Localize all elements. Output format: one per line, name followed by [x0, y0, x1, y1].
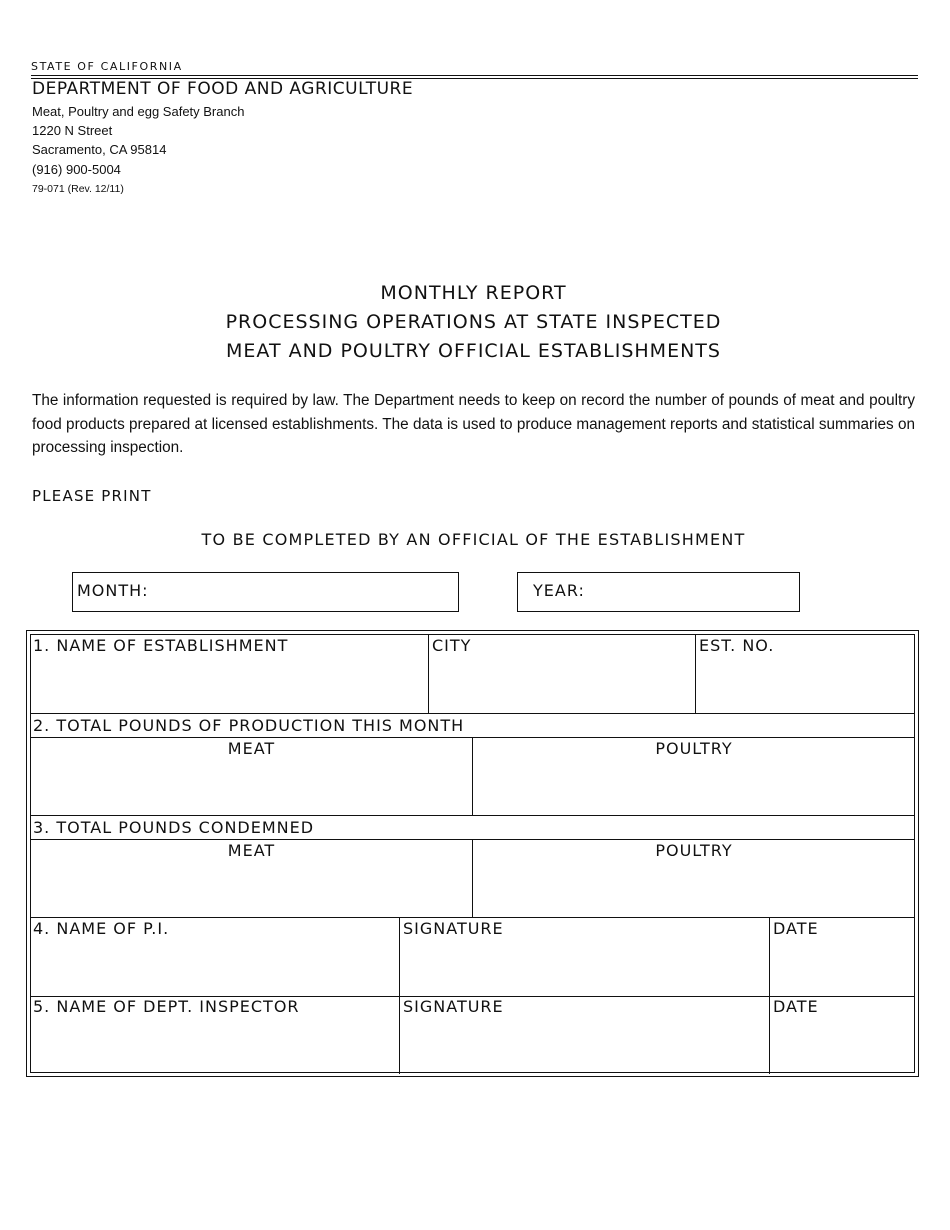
report-title-line-2: PROCESSING OPERATIONS AT STATE INSPECTED	[225, 311, 722, 333]
inspector-signature-field[interactable]	[400, 997, 769, 1073]
phone-number: (916) 900-5004	[32, 162, 121, 177]
report-title-line-1: MONTHLY REPORT	[380, 282, 567, 304]
form-number: 79-071 (Rev. 12/11)	[32, 183, 124, 195]
inspector-signature-label: SIGNATURE	[403, 997, 504, 1016]
est-no-label: EST. NO.	[699, 636, 775, 655]
inspector-date-field[interactable]	[770, 997, 915, 1073]
pi-name-field[interactable]	[31, 918, 399, 996]
divider-row-1	[31, 713, 915, 714]
inspector-date-label: DATE	[773, 997, 819, 1016]
pi-date-label: DATE	[773, 919, 819, 938]
production-meat-label: MEAT	[227, 739, 276, 758]
pi-signature-label: SIGNATURE	[403, 919, 504, 938]
production-meat-field[interactable]	[31, 738, 472, 815]
divider-row-2b	[31, 815, 915, 816]
inspector-name-label: 5. NAME OF DEPT. INSPECTOR	[33, 997, 300, 1016]
please-print-note: PLEASE PRINT	[32, 487, 152, 505]
branch-name: Meat, Poultry and egg Safety Branch	[32, 104, 245, 119]
year-label: YEAR:	[533, 581, 585, 600]
pi-date-field[interactable]	[770, 918, 915, 996]
city-label: CITY	[432, 636, 472, 655]
month-label: MONTH:	[77, 581, 149, 600]
completion-note: TO BE COMPLETED BY AN OFFICIAL OF THE ESTABLISHMENT	[201, 530, 746, 549]
street-address: 1220 N Street	[32, 123, 113, 138]
state-label: STATE OF CALIFORNIA	[31, 60, 183, 73]
production-poultry-field[interactable]	[473, 738, 915, 815]
condemned-poultry-label: POULTRY	[655, 841, 733, 860]
form-table	[30, 634, 915, 1073]
establishment-name-field[interactable]	[31, 635, 428, 713]
pi-name-label: 4. NAME OF P.I.	[33, 919, 170, 938]
year-field[interactable]	[517, 572, 800, 612]
header-rule	[31, 75, 918, 76]
production-poultry-label: POULTRY	[655, 739, 733, 758]
month-field[interactable]	[72, 572, 459, 612]
condemned-meat-field[interactable]	[31, 840, 472, 917]
est-no-field[interactable]	[696, 635, 915, 713]
condemned-heading: 3. TOTAL POUNDS CONDEMNED	[33, 818, 315, 837]
production-heading: 2. TOTAL POUNDS OF PRODUCTION THIS MONTH	[33, 716, 465, 735]
condemned-poultry-field[interactable]	[473, 840, 915, 917]
pi-signature-field[interactable]	[400, 918, 769, 996]
report-title-line-3: MEAT AND POULTRY OFFICIAL ESTABLISHMENTS	[226, 340, 721, 362]
city-state-zip: Sacramento, CA 95814	[32, 142, 167, 157]
city-field[interactable]	[429, 635, 695, 713]
intro-paragraph: The information requested is required by law. The Department needs to keep on record the number of pounds of meat and poultry food products prepared at licensed establishments. The data is used to produce management reports and statistical summaries on processing inspection.	[32, 392, 915, 456]
condemned-meat-label: MEAT	[227, 841, 276, 860]
department-name: DEPARTMENT OF FOOD AND AGRICULTURE	[32, 79, 414, 99]
establishment-name-label: 1. NAME OF ESTABLISHMENT	[33, 636, 289, 655]
inspector-name-field[interactable]	[31, 997, 399, 1073]
